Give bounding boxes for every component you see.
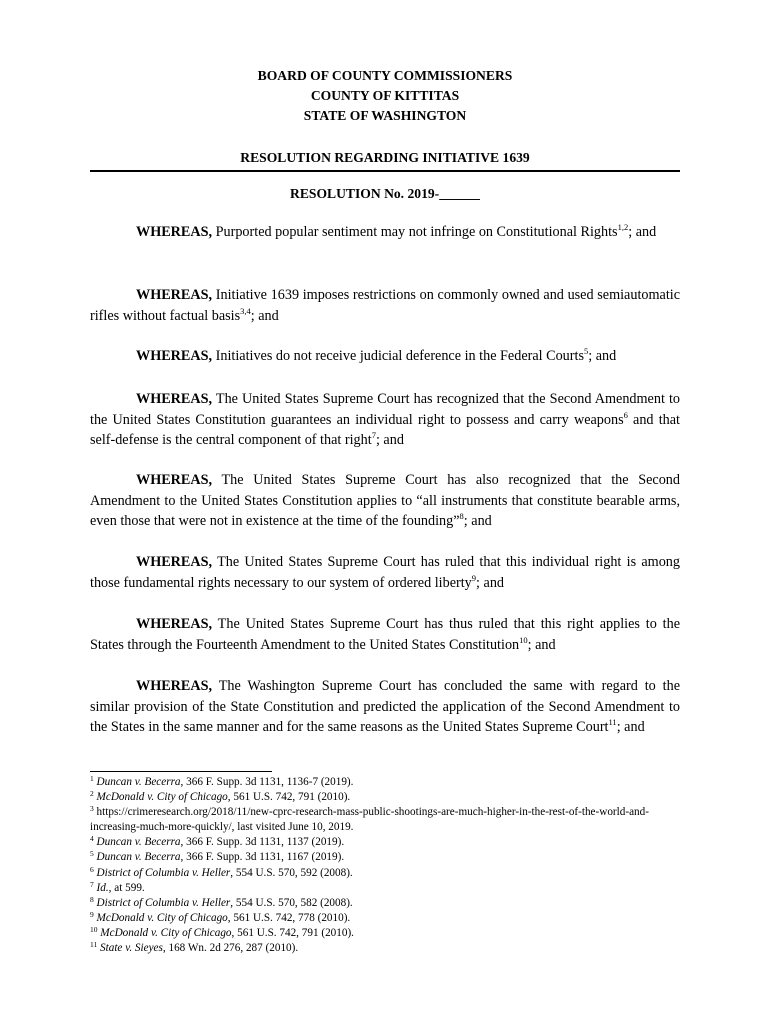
whereas-label: WHEREAS, — [136, 554, 213, 570]
footnote-citation: , 366 F. Supp. 3d 1131, 1136-7 (2019). — [180, 776, 354, 788]
footnote-ref: 7 — [371, 430, 376, 440]
paragraph-tail: ; and — [527, 636, 556, 653]
footnote-item — [90, 790, 680, 805]
footnote-ref: 1,2 — [617, 222, 629, 232]
footnote-citation[interactable]: https://crimeresearch.org/2018/11/new-cprc-research-mass-public-shootings-are-much-higher-in-the-rest-of-the-world-and-increasing-much-more-quickly/, last visited June 10, 2019. — [90, 806, 649, 834]
paragraph-text: Purported popular sentiment may not infringe on Constitutional Rights — [212, 224, 618, 240]
footnote-number: 1 — [90, 774, 94, 783]
paragraph-text: The Washington Supreme Court has concluded the same with regard to the similar provision of the State Constitution and predicted the application of the Second Amendment to the States in the same manner and for the same reasons as the United States Supreme Court — [90, 678, 680, 735]
paragraph-tail: ; and — [616, 719, 645, 735]
footnote-number: 7 — [90, 879, 94, 889]
whereas-paragraph — [90, 614, 680, 655]
resolution-subject: RESOLUTION REGARDING INITIATIVE 1639 — [240, 150, 530, 165]
header-state: STATE OF WASHINGTON — [303, 108, 467, 123]
footnote-citation: , 366 F. Supp. 3d 1131, 1167 (2019). — [180, 851, 345, 864]
whereas-paragraph — [90, 222, 680, 243]
footnote-item — [90, 926, 680, 941]
footnote-citation: , at 599. — [108, 881, 145, 894]
footnote-ref: 8 — [459, 511, 464, 521]
footnote-ref: 9 — [471, 572, 477, 583]
whereas-label: WHEREAS, — [136, 224, 213, 240]
footnote-citation: , 366 F. Supp. 3d 1131, 1137 (2019). — [180, 836, 345, 849]
footnote-item — [90, 850, 680, 865]
whereas-paragraph — [90, 389, 680, 451]
footnote-ref: 3,4 — [240, 305, 251, 316]
footnote-ref: 10 — [519, 634, 528, 645]
footnote-item — [90, 866, 680, 881]
footnote-citation: , 168 Wn. 2d 276, 287 (2010). — [162, 942, 299, 955]
footnote-case-name: Duncan v. Becerra — [96, 836, 181, 849]
paragraph-text: The United States Supreme Court has recognized that the Second Amendment to the United States Constitution guarantees an individual right to possess and carry weapons — [90, 391, 680, 428]
footnote-case-name: McDonald v. City of Chicago — [96, 791, 228, 804]
footnote-number: 10 — [90, 924, 98, 934]
footnote-ref: 6 — [623, 409, 628, 420]
whereas-label: WHEREAS, — [136, 348, 213, 364]
footnote-item — [90, 911, 680, 926]
footnote-item — [90, 941, 680, 956]
footnote-case-name: Duncan v. Becerra — [96, 776, 181, 788]
footnote-ref: 11 — [608, 717, 617, 727]
whereas-paragraph — [90, 285, 680, 326]
footnote-citation: , 554 U.S. 570, 592 (2008). — [230, 866, 353, 879]
paragraph-tail: ; and — [476, 574, 505, 591]
footnote-number: 9 — [90, 909, 94, 919]
footnote-case-name: McDonald v. City of Chicago — [100, 926, 232, 939]
footnote-citation: , 554 U.S. 570, 582 (2008). — [230, 896, 353, 909]
whereas-paragraph — [90, 552, 680, 593]
footnote-citation: , 561 U.S. 742, 791 (2010). — [227, 791, 351, 804]
footnote-case-name: Id. — [96, 881, 109, 894]
whereas-label: WHEREAS, — [136, 616, 213, 632]
paragraph-text-mid: and that self-defense is the central component of that right — [90, 411, 680, 448]
footnote-case-name: District of Columbia v. Heller — [96, 866, 231, 879]
footnote-case-name: State v. Sieyes — [100, 942, 163, 955]
paragraph-text: The United States Supreme Court has also recognized that the Second Amendment to the United States Constitution applies to “all instruments that constitute bearable arms, even those that were not in existence at the time of the founding” — [90, 472, 680, 529]
paragraph-text: Initiative 1639 imposes restrictions on commonly owned and used semiautomatic rifles without factual basis — [90, 287, 680, 324]
footnote-item — [90, 835, 680, 850]
whereas-paragraph — [90, 470, 680, 532]
footnote-number: 4 — [90, 834, 94, 844]
header-county: COUNTY OF KITTITAS — [310, 88, 460, 103]
paragraph-tail: ; and — [375, 432, 404, 448]
footnote-number: 3 — [90, 804, 94, 814]
footnote-citation: , 561 U.S. 742, 778 (2010). — [227, 911, 351, 924]
footnote-ref: 5 — [583, 346, 589, 356]
footnote-number: 8 — [90, 894, 94, 904]
footnote-item — [90, 805, 680, 835]
paragraph-tail: ; and — [588, 348, 617, 364]
whereas-paragraph — [90, 676, 680, 738]
footnote-item — [90, 775, 680, 790]
footnote-case-name: Duncan v. Becerra — [96, 851, 181, 864]
footnote-citation: , 561 U.S. 742, 791 (2010). — [231, 926, 354, 939]
footnote-number: 6 — [90, 864, 94, 874]
paragraph-text: The United States Supreme Court has ruled that this individual right is among those fundamental rights necessary to our system of ordered liberty — [90, 554, 680, 591]
footnote-number: 5 — [90, 849, 94, 859]
paragraph-tail: ; and — [250, 307, 279, 324]
paragraph-text: Initiatives do not receive judicial deference in the Federal Courts — [212, 348, 584, 364]
footnote-item — [90, 896, 680, 911]
paragraph-tail: ; and — [628, 224, 657, 240]
footnote-number: 11 — [90, 940, 98, 950]
whereas-label: WHEREAS, — [136, 678, 213, 694]
resolution-number: RESOLUTION No. 2019-______ — [290, 186, 480, 201]
header-board: BOARD OF COUNTY COMMISSIONERS — [257, 68, 513, 83]
footnotes — [90, 775, 680, 956]
title-divider — [90, 170, 680, 172]
footnote-item — [90, 881, 680, 896]
whereas-label: WHEREAS, — [136, 391, 213, 407]
whereas-paragraph — [90, 346, 680, 367]
footnote-divider — [90, 771, 272, 772]
footnote-number: 2 — [90, 789, 94, 799]
footnote-case-name: District of Columbia v. Heller — [96, 896, 231, 909]
footnote-case-name: McDonald v. City of Chicago — [96, 911, 228, 924]
whereas-label: WHEREAS, — [136, 287, 213, 303]
paragraph-text: The United States Supreme Court has thus ruled that this right applies to the States through the Fourteenth Amendment to the United States Constitution — [90, 616, 680, 653]
whereas-label: WHEREAS, — [136, 472, 213, 488]
paragraph-tail: ; and — [463, 513, 492, 529]
